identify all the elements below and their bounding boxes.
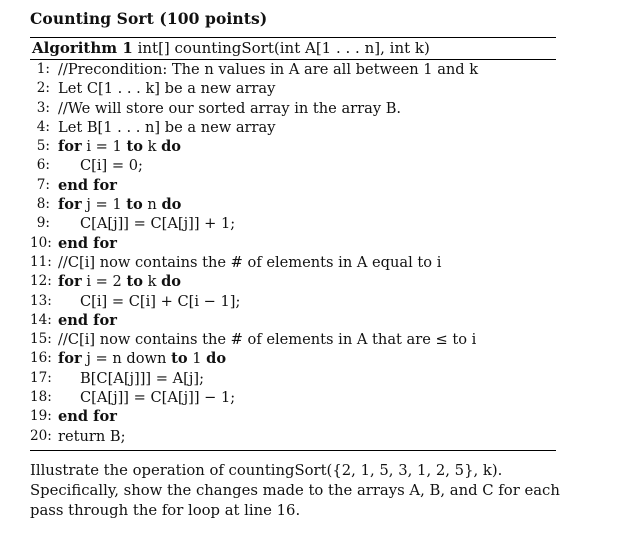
- line-number: 11:: [30, 253, 52, 270]
- code-line: [30, 330, 556, 349]
- line-number: 6:: [36, 157, 50, 174]
- code-text: end for: [58, 176, 117, 194]
- algorithm-body: [30, 60, 556, 446]
- code-line: [30, 292, 556, 311]
- code-line: [30, 195, 556, 214]
- code-text: Let C[1 . . . k] be a new array: [58, 80, 276, 98]
- code-text: C[A[j]] = C[A[j]] − 1;: [80, 389, 236, 407]
- line-number: 5:: [36, 138, 50, 155]
- code-line: [30, 253, 556, 272]
- code-text: B[C[A[j]]] = A[j];: [80, 369, 204, 387]
- code-text: C[i] = C[i] + C[i − 1];: [80, 292, 241, 310]
- line-number: 13:: [30, 292, 52, 309]
- line-number: 15:: [30, 331, 52, 348]
- code-text: end for: [58, 408, 117, 426]
- code-line: [30, 349, 556, 368]
- line-number: 10:: [30, 234, 52, 251]
- algorithm-label: Algorithm 1: [32, 39, 133, 57]
- line-number: 2:: [36, 80, 50, 97]
- line-number: 17:: [30, 369, 52, 386]
- line-number: 8:: [36, 196, 50, 213]
- code-line: [30, 234, 556, 253]
- code-text: Let B[1 . . . n] be a new array: [58, 118, 276, 136]
- code-text: return B;: [58, 427, 126, 445]
- code-text: end for: [58, 234, 117, 252]
- code-line: [30, 60, 556, 79]
- code-line: [30, 79, 556, 98]
- code-text: for j = n down to 1 do: [58, 350, 227, 368]
- code-text: end for: [58, 311, 117, 329]
- code-text: //C[i] now contains the # of elements in A equal to i: [58, 253, 442, 271]
- code-line: [30, 99, 556, 118]
- line-number: 9:: [36, 215, 50, 232]
- code-line: [30, 272, 556, 291]
- question-paragraph: Illustrate the operation of countingSort({2, 1, 5, 3, 1, 2, 5}, k). Specifically, show the changes made to the arrays A, B, and C for each pass through the for loop at line 16.: [30, 462, 560, 519]
- code-line: [30, 118, 556, 137]
- algorithm-signature: int[] countingSort(int A[1 . . . n], int k): [137, 39, 430, 57]
- section-heading: Counting Sort (100 points): [30, 9, 268, 28]
- line-number: 14:: [30, 311, 52, 328]
- line-number: 3:: [36, 99, 50, 116]
- code-line: [30, 137, 556, 156]
- code-line: [30, 156, 556, 175]
- line-number: 19:: [30, 408, 52, 425]
- code-text: //We will store our sorted array in the array B.: [58, 99, 402, 117]
- code-line: [30, 407, 556, 426]
- line-number: 4:: [36, 118, 50, 135]
- code-line: [30, 388, 556, 407]
- code-line: [30, 176, 556, 195]
- line-number: 16:: [30, 350, 52, 367]
- line-number: 18:: [30, 389, 52, 406]
- line-number: 1:: [36, 61, 50, 77]
- code-text: C[i] = 0;: [80, 157, 143, 175]
- code-text: for j = 1 to n do: [58, 196, 182, 214]
- line-number: 12:: [30, 273, 52, 290]
- code-text: //Precondition: The n values in A are all between 1 and k: [58, 61, 479, 78]
- code-text: C[A[j]] = C[A[j]] + 1;: [80, 215, 236, 233]
- code-line: [30, 214, 556, 233]
- code-text: for i = 1 to k do: [58, 138, 182, 156]
- code-line: [30, 427, 556, 446]
- code-line: [30, 369, 556, 388]
- line-number: 20:: [30, 427, 52, 444]
- algorithm-caption: [32, 39, 430, 57]
- line-number: 7:: [36, 176, 50, 193]
- code-text: for i = 2 to k do: [58, 273, 182, 291]
- code-text: //C[i] now contains the # of elements in A that are ≤ to i: [58, 331, 477, 349]
- algorithm-bottom-rule: [30, 450, 556, 451]
- code-line: [30, 311, 556, 330]
